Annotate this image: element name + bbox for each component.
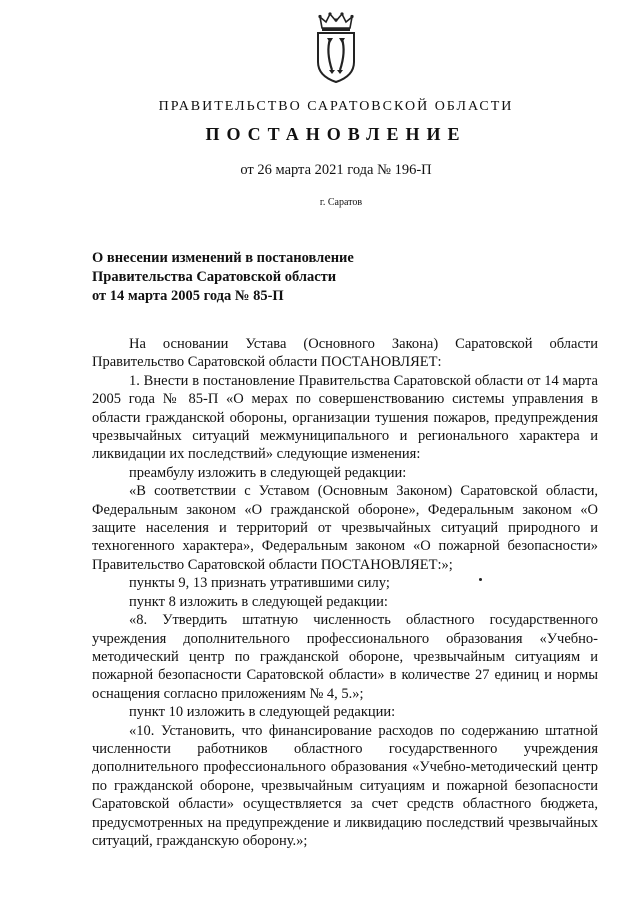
scan-speck xyxy=(479,578,482,581)
body-paragraph: «В соответствии с Уставом (Основным Законом) Саратовской области, Федеральным законом «О гражданской обороне», Федеральным законом «О защите населения и территорий от чрезвычайных ситуаций природного и техногенного характера», Федеральным законом «О пожарной безопасности» Правительство Саратовской области ПОСТАНОВЛЯЕТ:»; xyxy=(92,483,598,573)
body-paragraph: преамбулу изложить в следующей редакции: xyxy=(129,464,407,481)
coat-of-arms-icon xyxy=(312,12,360,84)
organization-name: ПРАВИТЕЛЬСТВО САРАТОВСКОЙ ОБЛАСТИ xyxy=(158,99,514,114)
body-paragraph: «8. Утвердить штатную численность областного государственного учреждения дополнительного профессионального образования «Учебно-методический центр по гражданской обороне, чрезвычайным ситуациям и пожарной безопасности Саратовской области» в количестве 27 единиц и нормы оснащения согласно приложениям № 4, 5.»; xyxy=(92,612,598,702)
document-subject xyxy=(92,249,512,306)
body-paragraph: пункт 10 изложить в следующей редакции: xyxy=(129,704,396,721)
body-paragraph: 1. Внести в постановление Правительства Саратовской области от 14 марта 2005 года № 85-П «О мерах по совершенствованию системы управления в области гражданской обороны, организации тушения пожаров, предупреждения чрезвычайных ситуаций межмуниципального и регионального характера и ликвидации их последствий» следующие изменения: xyxy=(92,372,598,463)
body-paragraph: пункты 9, 13 признать утратившими силу; xyxy=(129,575,390,592)
document-date-number: от 26 марта 2021 года № 196-П xyxy=(240,162,432,178)
body-paragraph: На основании Устава (Основного Закона) Саратовской области Правительство Саратовской области ПОСТАНОВЛЯЕТ: xyxy=(92,336,598,371)
body-paragraph: «10. Установить, что финансирование расходов по содержанию штатной численности работников областного государственного учреждения дополнительного профессионального образования «Учебно-методический центр по гражданской обороне, чрезвычайным ситуациям и пожарной безопасности Саратовской области» осуществляется за счет средств областного бюджета, предусмотренных на предупреждение и ликвидацию последствий чрезвычайных ситуаций, гражданскую оборону.»; xyxy=(92,722,598,849)
document-city: г. Саратов xyxy=(319,197,363,208)
subject-line: от 14 марта 2005 года № 85-П xyxy=(92,288,284,304)
body-paragraph: пункт 8 изложить в следующей редакции: xyxy=(129,593,388,610)
document-body xyxy=(92,335,598,850)
subject-line: Правительства Саратовской области xyxy=(92,269,337,285)
document-type: ПОСТАНОВЛЕНИЕ xyxy=(205,124,467,144)
subject-line: О внесении изменений в постановление xyxy=(92,250,354,266)
